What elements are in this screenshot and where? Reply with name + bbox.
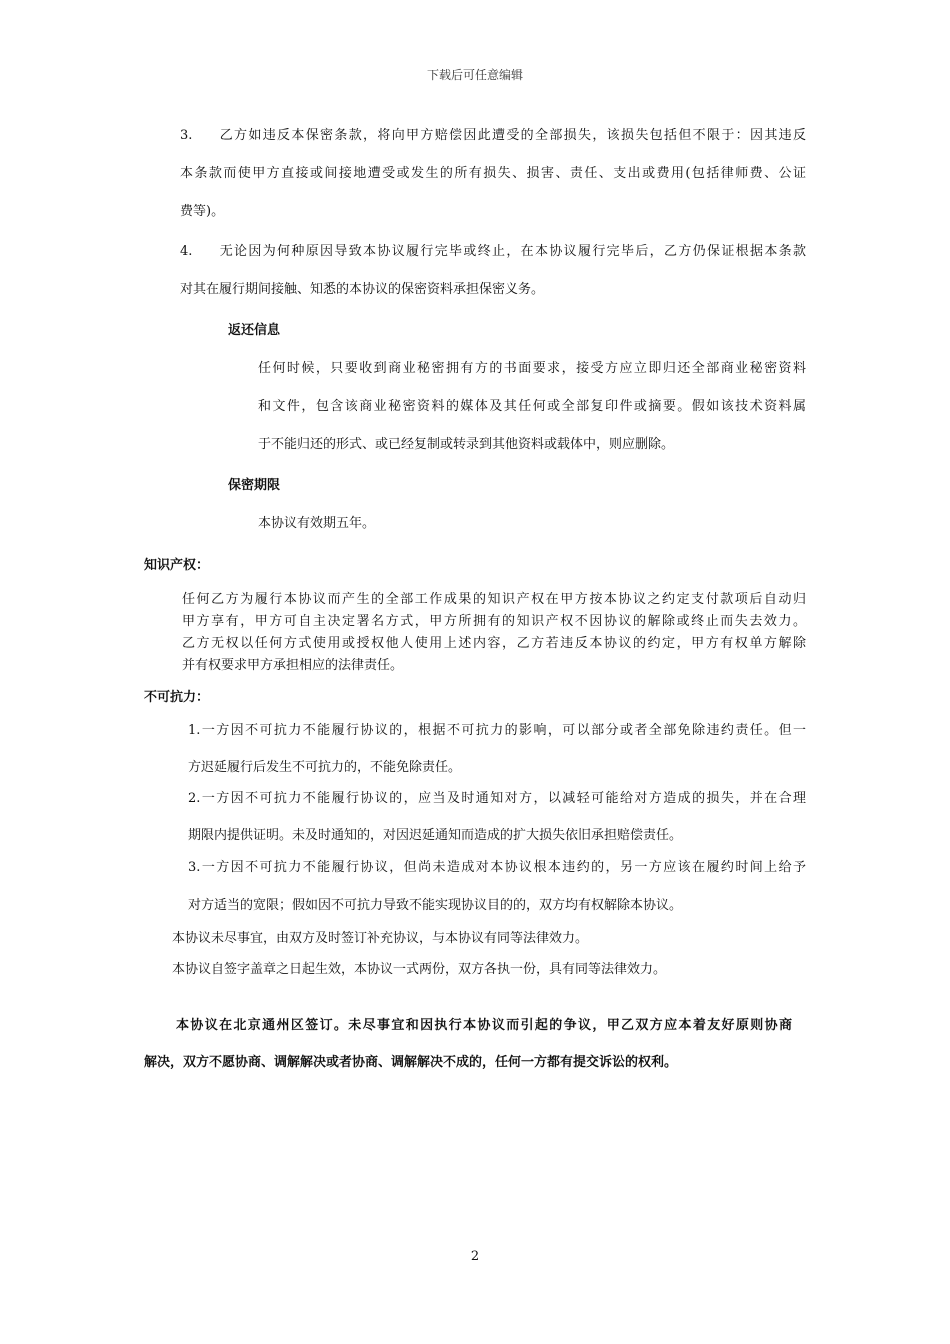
force-heading: 不可抗力： bbox=[144, 690, 210, 705]
force-item-3-line-2: 对方适当的宽限；假如因不可抗力导致不能实现协议目的的，双方均有权解除本协议。 bbox=[188, 898, 683, 913]
clause-4-line-1 bbox=[180, 242, 806, 262]
return-info-heading: 返还信息 bbox=[228, 323, 281, 338]
return-info-line-2 bbox=[258, 397, 806, 417]
clause-3-text-1: 3. 乙方如违反本保密条款，将向甲方赔偿因此遭受的全部损失，该损失包括但不限于：因其违反 bbox=[180, 128, 806, 143]
return-info-line-3: 于不能归还的形式、或已经复制或转录到其他资料或载体中，则应删除。 bbox=[258, 437, 675, 452]
clause-3-text-2: 本条款而使甲方直接或间接地遭受或发生的所有损失、损害、责任、支出或费用(包括律师费、公证 bbox=[180, 166, 806, 181]
clause-3-line-1 bbox=[180, 126, 806, 146]
force-item-1-line-1 bbox=[188, 721, 806, 741]
force-item-2-text-1: 2.一方因不可抗力不能履行协议的，应当及时通知对方，以减轻可能给对方造成的损失，并在合理 bbox=[188, 791, 806, 806]
return-info-text-1: 任何时候，只要收到商业秘密拥有方的书面要求，接受方应立即归还全部商业秘密资料 bbox=[258, 361, 806, 376]
force-item-1-text-1: 1.一方因不可抗力不能履行协议的，根据不可抗力的影响，可以部分或者全部免除违约责任。但一 bbox=[188, 723, 806, 738]
ip-text-1: 任何乙方为履行本协议而产生的全部工作成果的知识产权在甲方按本协议之约定支付款项后自动归 bbox=[182, 592, 806, 607]
return-info-line-1 bbox=[258, 359, 806, 379]
period-heading: 保密期限 bbox=[228, 478, 281, 493]
clause-4-line-2: 对其在履行期间接触、知悉的本协议的保密资料承担保密义务。 bbox=[180, 282, 545, 297]
supplement-text: 本协议未尽事宜，由双方及时签订补充协议，与本协议有同等法律效力。 bbox=[172, 931, 589, 946]
ip-text-3: 乙方无权以任何方式使用或授权他人使用上述内容，乙方若违反本协议的约定，甲方有权单方解除 bbox=[182, 636, 806, 651]
clause-4-text-1: 4. 无论因为何种原因导致本协议履行完毕或终止，在本协议履行完毕后，乙方仍保证根据本条款 bbox=[180, 244, 806, 259]
ip-line-3 bbox=[182, 634, 806, 654]
clause-3-line-3: 费等)。 bbox=[180, 204, 225, 219]
dispute-line-2: 解决，双方不愿协商、调解解决或者协商、调解解决不成的，任何一方都有提交诉讼的权利。 bbox=[144, 1055, 678, 1070]
ip-line-4: 并有权要求甲方承担相应的法律责任。 bbox=[182, 658, 404, 673]
ip-text-2: 甲方享有，甲方可自主决定署名方式，甲方所拥有的知识产权不因协议的解除或终止而失去效力。 bbox=[182, 614, 806, 629]
force-item-1-line-2: 方迟延履行后发生不可抗力的，不能免除责任。 bbox=[188, 760, 462, 775]
dispute-text-1: 本协议在北京通州区签订。未尽事宜和因执行本协议而引起的争议，甲乙双方应本着友好原则协商 bbox=[176, 1018, 792, 1033]
force-item-2-line-1 bbox=[188, 789, 806, 809]
ip-line-2 bbox=[182, 612, 806, 632]
ip-heading: 知识产权： bbox=[144, 558, 210, 573]
ip-line-1 bbox=[182, 590, 806, 610]
return-info-text-2: 和文件，包含该商业秘密资料的媒体及其任何或全部复印件或摘要。假如该技术资料属 bbox=[258, 399, 806, 414]
force-item-3-text-1: 3.一方因不可抗力不能履行协议，但尚未造成对本协议根本违约的，另一方应该在履约时间上给予 bbox=[188, 860, 806, 875]
force-item-2-line-2: 期限内提供证明。未及时通知的，对因迟延通知而造成的扩大损失依旧承担赔偿责任。 bbox=[188, 828, 683, 843]
force-item-3-line-1 bbox=[188, 858, 806, 878]
page-number: 2 bbox=[470, 1249, 480, 1264]
dispute-line-1 bbox=[176, 1016, 792, 1036]
page-header: 下载后可任意编辑 bbox=[426, 68, 523, 82]
effective-text: 本协议自签字盖章之日起生效，本协议一式两份，双方各执一份，具有同等法律效力。 bbox=[172, 962, 667, 977]
period-text: 本协议有效期五年。 bbox=[258, 516, 376, 531]
clause-3-line-2 bbox=[180, 164, 806, 184]
